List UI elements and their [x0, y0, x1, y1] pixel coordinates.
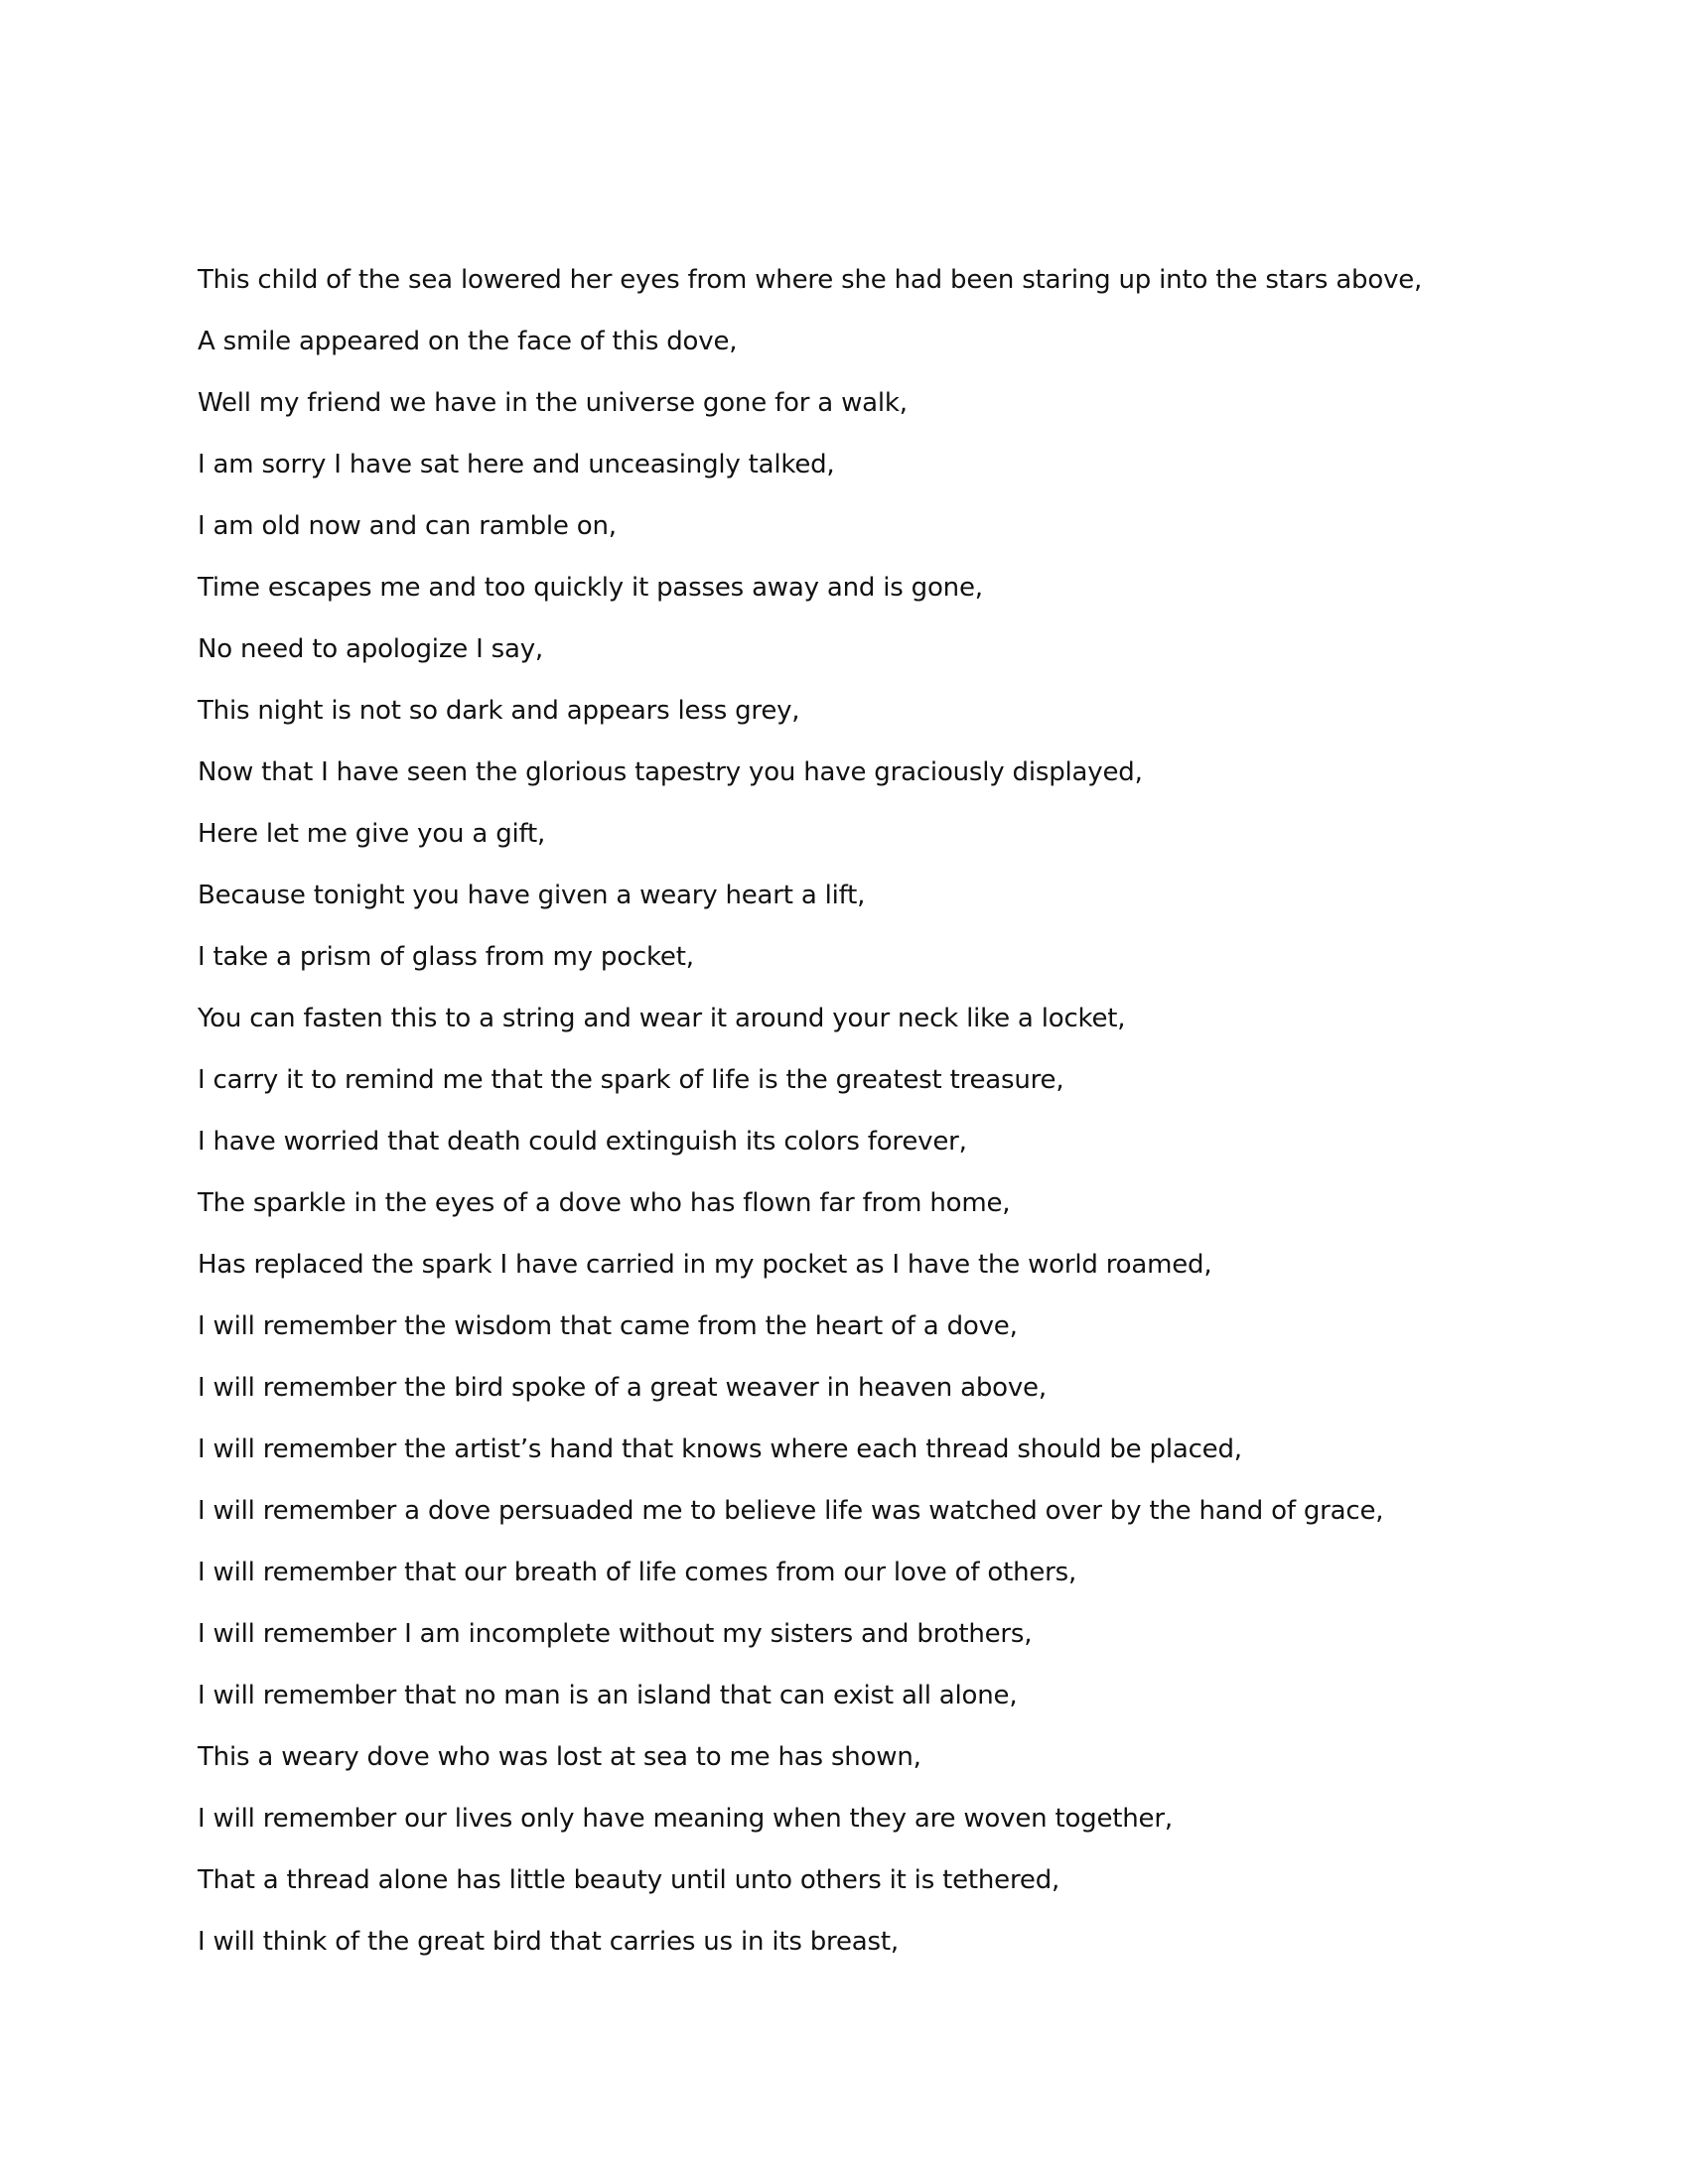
poem-line: I will remember our lives only have meaning when they are woven together,	[198, 1804, 1173, 1834]
poem-line: That a thread alone has little beauty until unto others it is tethered,	[198, 1865, 1060, 1895]
poem-body	[198, 260, 1608, 1983]
poem-line: I will remember the bird spoke of a great weaver in heaven above,	[198, 1373, 1047, 1403]
poem-line: I will remember that our breath of life comes from our love of others,	[198, 1558, 1077, 1587]
poem-line: Well my friend we have in the universe gone for a walk,	[198, 388, 908, 418]
poem-line: I take a prism of glass from my pocket,	[198, 942, 694, 972]
poem-line: Now that I have seen the glorious tapestry you have graciously displayed,	[198, 757, 1143, 787]
poem-line: I will remember the artist’s hand that knows where each thread should be placed,	[198, 1434, 1242, 1464]
poem-line: I will remember a dove persuaded me to believe life was watched over by the hand of grace,	[198, 1496, 1384, 1526]
poem-line: You can fasten this to a string and wear it around your neck like a locket,	[198, 1004, 1126, 1033]
poem-line: A smile appeared on the face of this dove,	[198, 327, 738, 356]
poem-line: I am old now and can ramble on,	[198, 511, 617, 541]
poem-line: Here let me give you a gift,	[198, 819, 546, 849]
poem-line: I will think of the great bird that carries us in its breast,	[198, 1927, 899, 1957]
poem-line: I will remember I am incomplete without my sisters and brothers,	[198, 1619, 1033, 1649]
poem-line: No need to apologize I say,	[198, 634, 543, 664]
poem-line: I carry it to remind me that the spark of life is the greatest treasure,	[198, 1065, 1064, 1095]
poem-line: Because tonight you have given a weary heart a lift,	[198, 881, 866, 910]
poem-line: The sparkle in the eyes of a dove who has flown far from home,	[198, 1188, 1011, 1218]
poem-line: This child of the sea lowered her eyes from where she had been staring up into the stars above,	[198, 265, 1423, 295]
poem-line: I will remember the wisdom that came from the heart of a dove,	[198, 1311, 1018, 1341]
poem-line: I am sorry I have sat here and unceasingly talked,	[198, 450, 835, 479]
poem-line: Has replaced the spark I have carried in my pocket as I have the world roamed,	[198, 1250, 1212, 1280]
poem-line: Time escapes me and too quickly it passes away and is gone,	[198, 573, 983, 603]
poem-line: I have worried that death could extinguish its colors forever,	[198, 1127, 967, 1157]
poem-line: I will remember that no man is an island that can exist all alone,	[198, 1681, 1018, 1710]
poem-line: This a weary dove who was lost at sea to me has shown,	[198, 1742, 921, 1772]
poem-line: This night is not so dark and appears less grey,	[198, 696, 800, 726]
